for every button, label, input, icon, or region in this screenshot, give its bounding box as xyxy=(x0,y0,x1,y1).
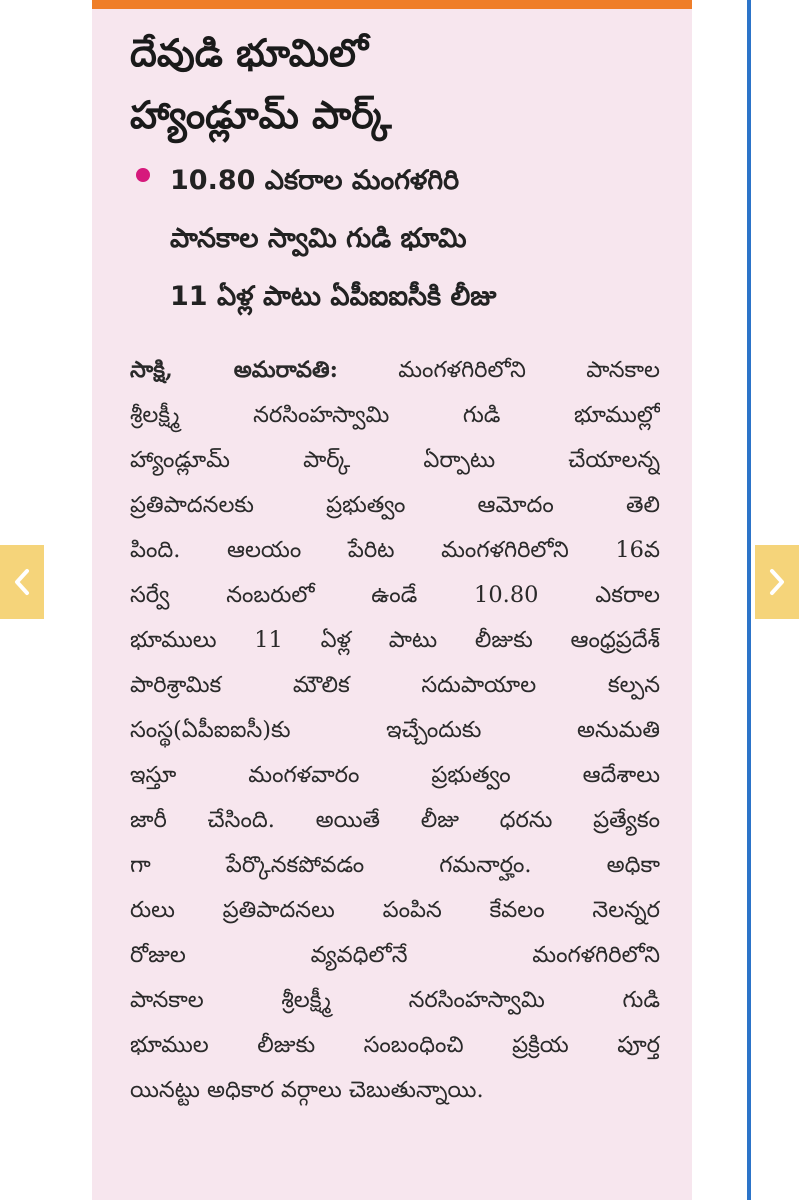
body-line-10: ఇస్తూ మంగళవారం ప్రభుత్వం ఆదేశాలు xyxy=(130,762,660,788)
scroll-track[interactable] xyxy=(747,0,751,1200)
article-summary-bullet xyxy=(130,152,660,326)
article-body xyxy=(130,348,660,1113)
summary-line-1: 10.80 ఎకరాల మంగళగిరి xyxy=(170,165,460,196)
body-line-8: పారిశ్రామిక మౌలిక సదుపాయాల కల్పన xyxy=(130,672,660,698)
headline-line-1: దేవుడి భూమిలో xyxy=(130,31,369,75)
body-line-1-text: మంగళగిరిలోని పానకాల xyxy=(337,357,660,383)
dateline: సాక్షి, అమరావతి: xyxy=(130,357,338,383)
next-image-button[interactable] xyxy=(755,545,799,619)
article xyxy=(130,22,660,1113)
body-line-6: సర్వే నంబరులో ఉండే 10.80 ఎకరాల xyxy=(130,582,660,608)
body-line-9: సంస్థ(ఏపీఐఐసీ)కు ఇచ్చేందుకు అనుమతి xyxy=(130,717,660,743)
headline-line-2: హ్యాండ్లూమ్ పార్క్ xyxy=(130,93,392,137)
body-line-17: యినట్టు అధికార వర్గాలు చెబుతున్నాయి. xyxy=(130,1077,484,1103)
body-line-3: హ్యాండ్లూమ్ పార్క్ ఏర్పాటు చేయాలన్న xyxy=(130,447,660,473)
summary-line-3: 11 ఏళ్ల పాటు ఏపీఐఐసీకి లీజు xyxy=(170,281,497,312)
article-headline xyxy=(130,22,660,146)
body-line-7: భూములు 11 ఏళ్ల పాటు లీజుకు ఆంధ్రప్రదేశ్ xyxy=(130,627,660,653)
summary-line-2: పానకాల స్వామి గుడి భూమి xyxy=(170,223,467,254)
clipping-top-bar xyxy=(92,0,692,9)
body-line-11: జారీ చేసింది. అయితే లీజు ధరను ప్రత్యేకం xyxy=(130,807,660,833)
summary-text xyxy=(170,152,660,326)
newspaper-clipping xyxy=(92,0,692,1200)
body-line-13: రులు ప్రతిపాదనలు పంపిన కేవలం నెలన్నర xyxy=(130,897,660,923)
body-line-1 xyxy=(130,348,660,393)
body-line-14: రోజుల వ్యవధిలోనే మంగళగిరిలోని xyxy=(130,942,660,968)
chevron-right-icon xyxy=(766,567,788,597)
bullet-dot-icon xyxy=(136,168,150,182)
body-line-4: ప్రతిపాదనలకు ప్రభుత్వం ఆమోదం తెలి xyxy=(130,492,660,518)
body-line-5: పింది. ఆలయం పేరిట మంగళగిరిలోని 16వ xyxy=(130,537,660,563)
previous-image-button[interactable] xyxy=(0,545,44,619)
body-line-15: పానకాల శ్రీలక్ష్మీ నరసింహస్వామి గుడి xyxy=(130,987,660,1013)
body-line-12: గా పేర్కొనకపోవడం గమనార్హం. అధికా xyxy=(130,852,660,878)
chevron-left-icon xyxy=(11,567,33,597)
body-line-2: శ్రీలక్ష్మీ నరసింహస్వామి గుడి భూముల్లో xyxy=(130,402,660,428)
body-line-16: భూముల లీజుకు సంబంధించి ప్రక్రియ పూర్త xyxy=(130,1032,660,1058)
